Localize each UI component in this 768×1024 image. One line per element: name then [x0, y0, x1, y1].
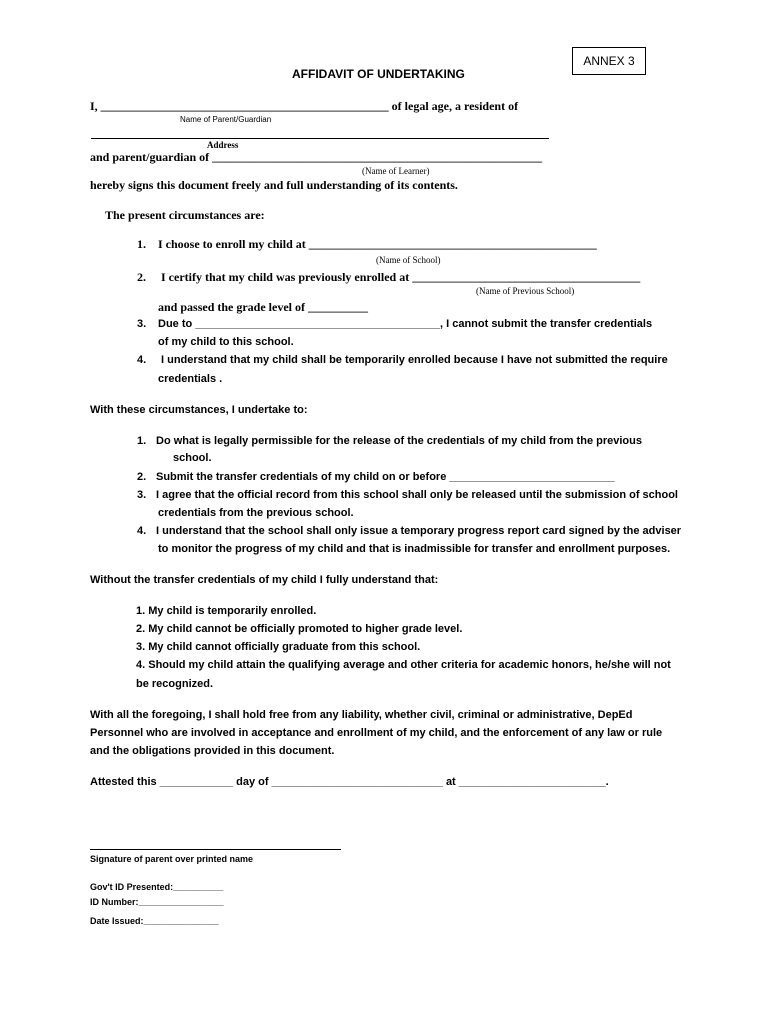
foregoing-line-2: Personnel who are involved in acceptance and enrollment of my child, and the enforcement of any law or rule [90, 727, 663, 739]
undertaking-1-text: Do what is legally permissible for the release of the credentials of my child from the previous [156, 435, 642, 447]
circumstance-3-continuation: of my child to this school. [158, 336, 294, 348]
understand-item-4: 4. Should my child attain the qualifying average and other criteria for academic honors, he/she will not [136, 659, 671, 671]
undertaking-1-continuation: school. [173, 452, 212, 464]
undertaking-3-continuation: credentials from the previous school. [158, 507, 354, 519]
signature-line [90, 849, 341, 850]
understand-item-1: 1. My child is temporarily enrolled. [136, 605, 317, 617]
hereby-statement: hereby signs this document freely and full understanding of its contents. [90, 178, 458, 192]
without-credentials-heading: Without the transfer credentials of my child I fully understand that: [90, 574, 439, 586]
circumstance-4-text: I understand that my child shall be temporarily enrolled because I have not submitted the require [161, 354, 668, 366]
foregoing-line-1: With all the foregoing, I shall hold free from any liability, whether civil, criminal or administrative, DepEd [90, 709, 633, 721]
parent-name-line: I, ________________________________________________ of legal age, a resident of [90, 99, 519, 113]
undertaking-1-number: 1. [137, 435, 147, 447]
undertaking-4-continuation: to monitor the progress of my child and that is inadmissible for transfer and enrollment purposes. [158, 543, 671, 555]
attested-line: Attested this ____________ day of ____________________________ at ________________________. [90, 776, 609, 788]
caption-previous-school: (Name of Previous School) [476, 286, 575, 296]
address-line [91, 138, 549, 139]
circumstance-1-text: I choose to enroll my child at ________________________________________________ [158, 237, 597, 251]
undertaking-4-number: 4. [137, 525, 147, 537]
caption-parent-name: Name of Parent/Guardian [180, 115, 272, 124]
circumstance-2-number: 2. [137, 270, 146, 284]
id-number-field: ID Number:_________________ [90, 897, 224, 907]
caption-address: Address [207, 140, 239, 150]
date-issued-field: Date Issued:_______________ [90, 916, 219, 926]
undertake-heading: With these circumstances, I undertake to: [90, 404, 308, 416]
circumstance-3-number: 3. [137, 318, 147, 330]
document-title: AFFIDAVIT OF UNDERTAKING [292, 67, 465, 81]
learner-name-line: and parent/guardian of _______________________________________________________ [90, 150, 543, 164]
annex-label: ANNEX 3 [572, 47, 646, 75]
undertaking-3-text: I agree that the official record from this school shall only be released until the submission of school [156, 489, 678, 501]
circumstance-2-continuation: and passed the grade level of __________ [158, 300, 368, 314]
caption-learner: (Name of Learner) [362, 166, 430, 176]
undertaking-3-number: 3. [137, 489, 147, 501]
circumstance-4-continuation: credentials . [158, 373, 223, 385]
circumstance-1-number: 1. [137, 237, 146, 251]
caption-school: (Name of School) [376, 255, 441, 265]
understand-item-2: 2. My child cannot be officially promoted to higher grade level. [136, 623, 463, 635]
understand-item-4-continuation: be recognized. [136, 678, 214, 690]
foregoing-line-3: and the obligations provided in this document. [90, 745, 335, 757]
undertaking-4-text: I understand that the school shall only issue a temporary progress report card signed by the adviser [156, 525, 682, 537]
circumstances-heading: The present circumstances are: [105, 208, 265, 222]
circumstance-4-number: 4. [137, 354, 147, 366]
undertaking-2-number: 2. [137, 471, 147, 483]
undertaking-2-text: Submit the transfer credentials of my child on or before ___________________________ [156, 471, 615, 483]
circumstance-3-text: Due to ________________________________________, I cannot submit the transfer credentials [158, 318, 653, 330]
circumstance-2-text: I certify that my child was previously enrolled at ______________________________________ [161, 270, 641, 284]
signature-caption: Signature of parent over printed name [90, 854, 254, 864]
understand-item-3: 3. My child cannot officially graduate from this school. [136, 641, 421, 653]
govt-id-field: Gov't ID Presented:__________ [90, 882, 224, 892]
